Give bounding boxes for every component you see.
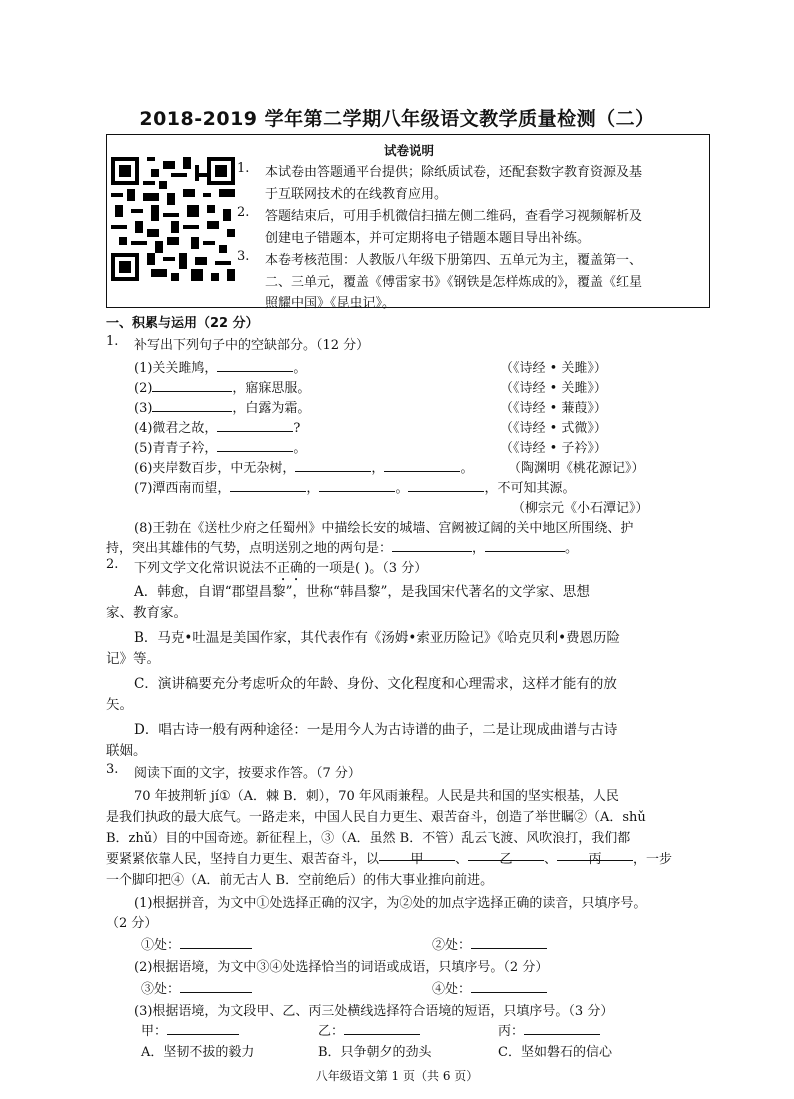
q3-stem: 阅读下面的文字，按要求作答。（7 分） [134, 766, 361, 781]
note-number-3: 3. [237, 249, 250, 264]
answer-blank[interactable] [152, 379, 232, 392]
q3-option-a: A．坚韧不拔的毅力 [141, 1045, 255, 1060]
q2-option-b-line-1: B．马克•吐温是美国作家，其代表作有《汤姆•索亚历险记》《哈克贝利•费恩历险 [134, 630, 621, 646]
q1-item-7: (7)潭西南而望， ， 。 ，不可知其源。 [134, 481, 576, 496]
q1-item-8-line-1: (8)王勃在《送杜少府之任蜀州》中描绘长安的城墙、宫阙被辽阔的关中地区所围绕、护 [134, 521, 634, 536]
answer-blank[interactable] [180, 980, 252, 993]
q3-sub1-line-1: (1)根据拼音，为文中①处选择正确的汉字，为②处的加点字选择正确的读音，只填序号。 [134, 896, 647, 911]
answer-blank[interactable] [485, 539, 565, 552]
section-heading: 一、积累与运用（22 分） [106, 316, 259, 331]
q1-item-4-source: （《诗经 • 式微》） [500, 421, 607, 436]
blank-jia[interactable]: 甲 [379, 848, 455, 861]
q1-item-3: (3) ，白露为霜。 [134, 401, 311, 416]
q1-item-2: (2) ，寤寐思服。 [134, 381, 311, 396]
q1-item-6-source: （陶渊明《桃花源记》） [508, 461, 645, 476]
q1-item-5-source: （《诗经 • 子衿》） [500, 441, 607, 456]
q2-number: 2. [106, 557, 119, 572]
q1-number: 1. [106, 334, 119, 349]
q3-passage-line-5: 一个脚印把④（A．前无古人 B．空前绝后）的伟大事业推向前进。 [106, 873, 494, 888]
q2-option-d-line-2: 联姻。 [106, 743, 147, 759]
note-3-line-2: 二、三单元，覆盖《傅雷家书》《钢铁是怎样炼成的》，覆盖《红星 [265, 275, 643, 290]
q1-item-7-source: （柳宗元《小石潭记》） [512, 501, 649, 516]
q3-sub3-answer-jia: 甲： [141, 1020, 239, 1039]
q1-item-6: (6)夹岸数百步，中无杂树， ， 。 [134, 461, 474, 476]
q1-item-3-source: （《诗经 • 蒹葭》） [500, 401, 607, 416]
note-1-line-2: 于互联网技术的在线教育应用。 [265, 187, 448, 202]
q1-item-1-source: （《诗经 • 关雎》） [500, 361, 607, 376]
q2-option-a-line-2: 家、教育家。 [106, 605, 187, 621]
page-title: 2018-2019 学年第二学期八年级语文教学质量检测（二） [139, 108, 655, 130]
q2-option-c-line-1: C．演讲稿要充分考虑听众的年龄、身份、文化程度和心理需求，这样才能有的放 [134, 676, 617, 692]
note-3-line-3: 照耀中国》《昆虫记》。 [265, 296, 396, 311]
q1-item-2-source: （《诗经 • 关雎》） [500, 381, 607, 396]
q2-stem: 下列文学文化常识说法不正确的一项是( )。（3 分） [134, 561, 428, 576]
answer-blank[interactable] [230, 479, 306, 492]
note-2-line-2: 创建电子错题本，并可定期将电子错题本题目导出补练。 [265, 231, 591, 246]
answer-blank[interactable] [180, 936, 252, 949]
note-number-2: 2. [237, 205, 250, 220]
note-3-line-1: 本卷考核范围：人教版八年级下册第四、五单元为主，覆盖第一、 [265, 253, 643, 268]
instructions-heading: 试卷说明 [383, 143, 434, 158]
q2-option-c-line-2: 矢。 [106, 697, 133, 713]
answer-blank[interactable] [217, 359, 293, 372]
q3-passage-line-1: 70 年披荆斩 jí①（A．棘 B．刺），70 年风雨兼程。人民是共和国的坚实根基，人民 [134, 789, 619, 804]
q3-option-b: B．只争朝夕的劲头 [318, 1045, 432, 1060]
answer-blank[interactable] [384, 459, 460, 472]
q3-sub3: (3)根据语境，为文段甲、乙、丙三处横线选择符合语境的短语，只填序号。（3 分） [134, 1004, 614, 1019]
answer-blank[interactable] [319, 479, 395, 492]
q3-option-c: C．坚如磐石的信心 [498, 1045, 612, 1060]
answer-blank[interactable] [217, 419, 293, 432]
note-number-1: 1. [237, 161, 250, 176]
q3-sub1-answer-2: ②处： [432, 934, 547, 953]
instructions-box [106, 134, 710, 311]
q3-sub2-answer-4: ④处： [432, 978, 547, 997]
answer-blank[interactable] [408, 479, 484, 492]
q3-sub2: (2)根据语境，为文中③④处选择恰当的词语或成语，只填序号。（2 分） [134, 960, 549, 975]
answer-blank[interactable] [295, 459, 371, 472]
page-footer: 八年级语文第 1 页（共 6 页） [315, 1069, 479, 1083]
blank-yi[interactable]: 乙 [468, 848, 544, 861]
q3-sub1-line-2: （2 分） [106, 916, 158, 931]
answer-blank[interactable] [152, 399, 232, 412]
q1-item-5: (5)青青子衿， 。 [134, 441, 307, 456]
note-2-line-1: 答题结束后，可用手机微信扫描左侧二维码，查看学习视频解析及 [265, 209, 643, 224]
q3-number: 3. [106, 762, 119, 777]
q3-sub3-answer-yi: 乙： [318, 1020, 420, 1039]
answer-blank[interactable] [344, 1022, 420, 1035]
answer-blank[interactable] [471, 980, 547, 993]
answer-blank[interactable] [167, 1022, 239, 1035]
note-1-line-1: 本试卷由答题通平台提供；除纸质试卷，还配套数字教育资源及基 [265, 165, 643, 180]
q3-sub1-answer-1: ①处： [141, 934, 252, 953]
q3-passage-line-4: 要紧紧依靠人民，坚持自力更生、艰苦奋斗，以 甲 、 乙 、 丙 ，一步 [106, 848, 672, 867]
emphasized-text: 正确 [277, 561, 304, 576]
q1-item-1: (1)关关雎鸠， 。 [134, 361, 307, 376]
q3-sub3-answer-bing: 丙： [498, 1020, 600, 1039]
q3-passage-line-2: 是我们执政的最大底气。一路走来，中国人民自力更生、艰苦奋斗，创造了举世瞩②（A．shǔ [106, 810, 646, 825]
q1-item-4: (4)微君之故， ? [134, 421, 301, 436]
answer-blank[interactable] [524, 1022, 600, 1035]
answer-blank[interactable] [471, 936, 547, 949]
answer-blank[interactable] [392, 539, 472, 552]
qr-code[interactable] [111, 157, 235, 281]
q2-option-b-line-2: 记》等。 [106, 651, 160, 667]
blank-bing[interactable]: 丙 [557, 848, 633, 861]
q2-option-a-line-1: A．韩愈，自谓“郡望昌黎”，世称“韩昌黎”，是我国宋代著名的文学家、思想 [134, 584, 590, 600]
q3-sub2-answer-3: ③处： [141, 978, 252, 997]
q1-stem: 补写出下列句子中的空缺部分。（12 分） [134, 338, 370, 353]
q3-passage-line-3: B．zhǔ）目的中国奇迹。新征程上，③（A．虽然 B．不管）乱云飞渡、风吹浪打，我们都 [106, 831, 631, 846]
answer-blank[interactable] [217, 439, 293, 452]
q1-item-8-line-2: 持，突出其雄伟的气势，点明送别之地的两句是： ， 。 [106, 541, 579, 556]
q2-option-d-line-1: D．唱古诗一般有两种途径：一是用今人为古诗谱的曲子，二是让现成曲谱与古诗 [134, 722, 618, 738]
